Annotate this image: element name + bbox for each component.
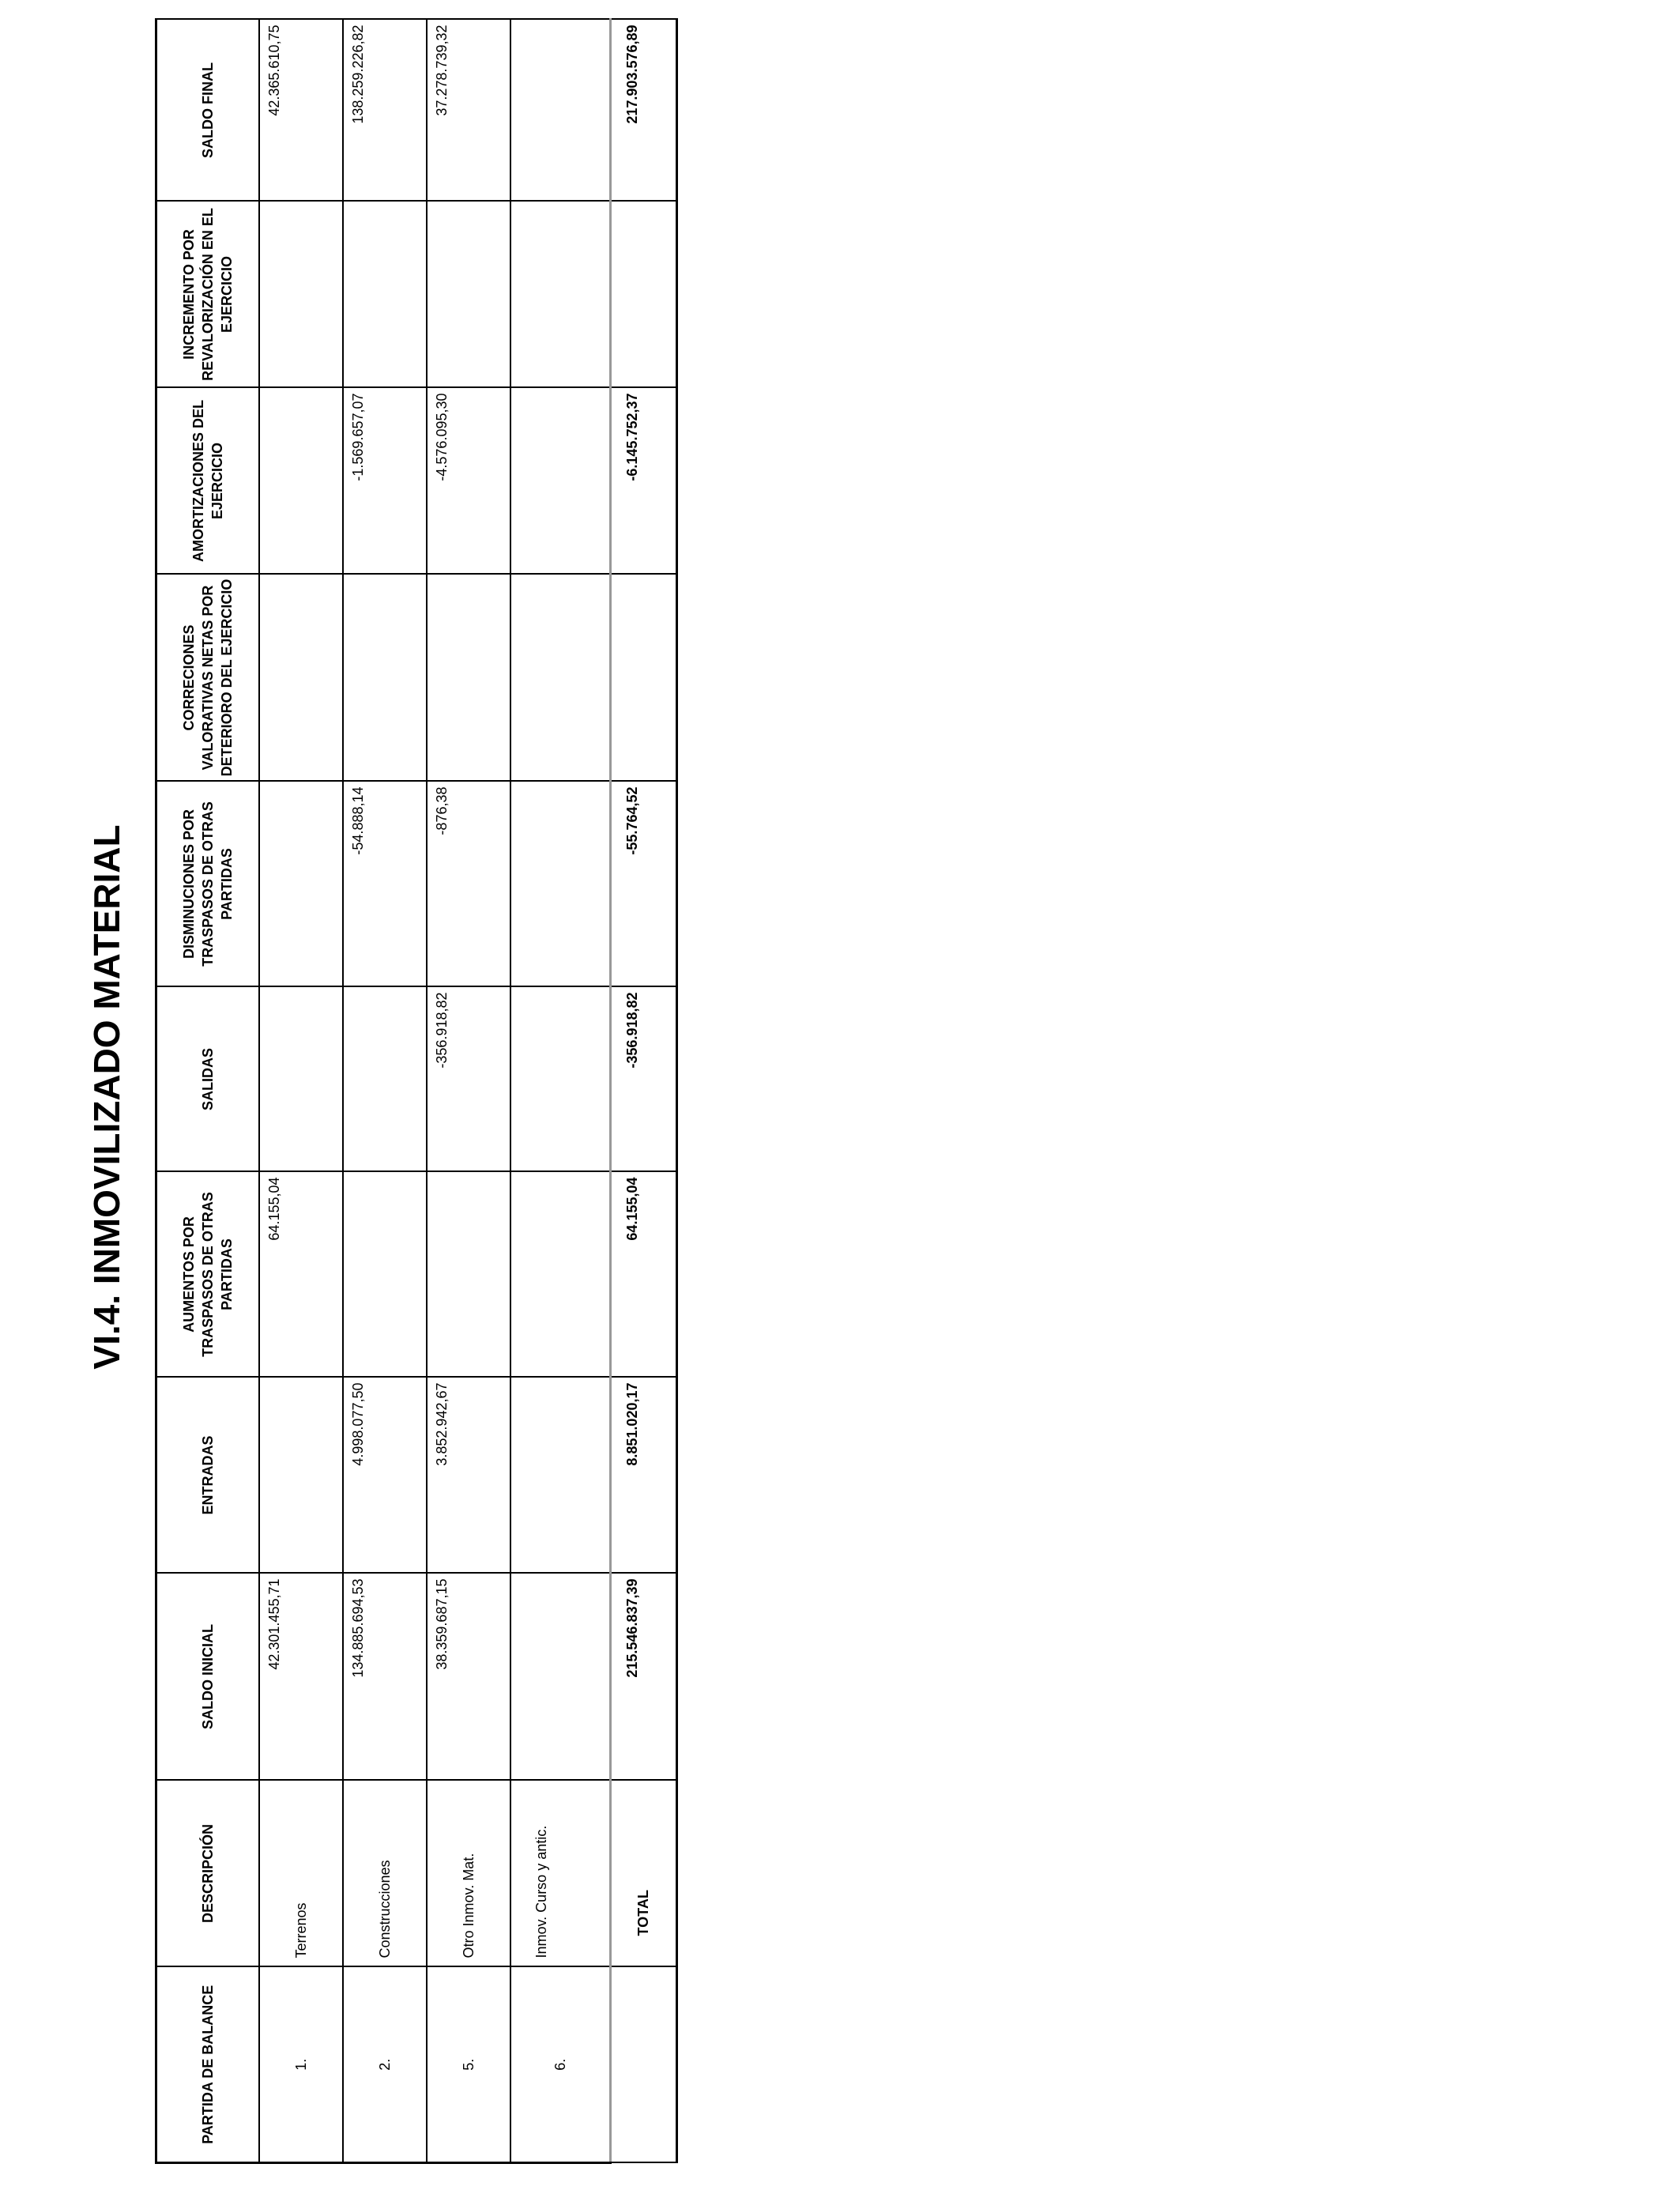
total-label: TOTAL bbox=[611, 1781, 677, 1967]
total-amortizaciones: -6.145.752,37 bbox=[611, 388, 677, 575]
total-correcciones bbox=[611, 575, 677, 782]
table-row bbox=[510, 20, 611, 2163]
cell-partida: 5. bbox=[427, 1967, 510, 2163]
cell-incremento bbox=[510, 202, 611, 388]
header-amortizaciones: AMORTIZACIONES DEL EJERCICIO bbox=[156, 388, 260, 575]
total-partida-blank bbox=[611, 1967, 677, 2163]
header-descripcion: DESCRIPCIÓN bbox=[156, 1781, 260, 1967]
cell-aumentos bbox=[343, 1172, 427, 1378]
cell-salidas bbox=[510, 987, 611, 1172]
cell-entradas: 3.852.942,67 bbox=[427, 1378, 510, 1574]
cell-saldo-inicial bbox=[510, 1574, 611, 1781]
header-entradas: ENTRADAS bbox=[156, 1378, 260, 1574]
header-aumentos: AUMENTOS POR TRASPASOS DE OTRAS PARTIDAS bbox=[156, 1172, 260, 1378]
header-correcciones: CORRECIONES VALORATIVAS NETAS POR DETERIORO DEL EJERCICIO bbox=[156, 575, 260, 782]
header-salidas: SALIDAS bbox=[156, 987, 260, 1172]
table-row bbox=[259, 20, 343, 2163]
cell-saldo-inicial: 134.885.694,53 bbox=[343, 1574, 427, 1781]
cell-partida: 1. bbox=[259, 1967, 343, 2163]
cell-disminuciones bbox=[510, 782, 611, 987]
cell-descripcion: Construcciones bbox=[343, 1781, 427, 1967]
total-row bbox=[611, 20, 677, 2163]
cell-disminuciones: -54.888,14 bbox=[343, 782, 427, 987]
cell-correcciones bbox=[510, 575, 611, 782]
cell-salidas bbox=[343, 987, 427, 1172]
total-saldo-final: 217.903.576,89 bbox=[611, 20, 677, 202]
cell-correcciones bbox=[427, 575, 510, 782]
inmovilizado-table bbox=[155, 19, 678, 2165]
total-aumentos: 64.155,04 bbox=[611, 1172, 677, 1378]
cell-partida: 2. bbox=[343, 1967, 427, 2163]
header-disminuciones: DISMINUCIONES POR TRASPASOS DE OTRAS PARTIDAS bbox=[156, 782, 260, 987]
cell-entradas bbox=[259, 1378, 343, 1574]
header-saldo-inicial: SALDO INICIAL bbox=[156, 1574, 260, 1781]
total-salidas: -356.918,82 bbox=[611, 987, 677, 1172]
header-row bbox=[156, 20, 260, 2163]
cell-incremento bbox=[427, 202, 510, 388]
cell-aumentos bbox=[510, 1172, 611, 1378]
total-incremento bbox=[611, 202, 677, 388]
cell-descripcion: Terrenos bbox=[259, 1781, 343, 1967]
cell-salidas bbox=[259, 987, 343, 1172]
cell-incremento bbox=[343, 202, 427, 388]
cell-correcciones bbox=[343, 575, 427, 782]
total-saldo-inicial: 215.546.837,39 bbox=[611, 1574, 677, 1781]
cell-salidas: -356.918,82 bbox=[427, 987, 510, 1172]
cell-saldo-inicial: 42.301.455,71 bbox=[259, 1574, 343, 1781]
cell-disminuciones: -876,38 bbox=[427, 782, 510, 987]
cell-descripcion: Otro Inmov. Mat. bbox=[427, 1781, 510, 1967]
cell-incremento bbox=[259, 202, 343, 388]
page-title: VI.4. INMOVILIZADO MATERIAL bbox=[86, 824, 127, 1370]
table-row bbox=[427, 20, 510, 2163]
cell-partida: 6. bbox=[510, 1967, 611, 2163]
cell-saldo-final: 42.365.610,75 bbox=[259, 20, 343, 202]
cell-entradas bbox=[510, 1378, 611, 1574]
table-row bbox=[343, 20, 427, 2163]
header-partida: PARTIDA DE BALANCE bbox=[156, 1967, 260, 2163]
cell-correcciones bbox=[259, 575, 343, 782]
cell-saldo-inicial: 38.359.687,15 bbox=[427, 1574, 510, 1781]
cell-amortizaciones: -1.569.657,07 bbox=[343, 388, 427, 575]
cell-saldo-final: 138.259.226,82 bbox=[343, 20, 427, 202]
cell-aumentos bbox=[427, 1172, 510, 1378]
header-saldo-final: SALDO FINAL bbox=[156, 20, 260, 202]
cell-aumentos: 64.155,04 bbox=[259, 1172, 343, 1378]
total-entradas: 8.851.020,17 bbox=[611, 1378, 677, 1574]
cell-amortizaciones bbox=[259, 388, 343, 575]
cell-disminuciones bbox=[259, 782, 343, 987]
cell-amortizaciones: -4.576.095,30 bbox=[427, 388, 510, 575]
cell-saldo-final: 37.278.739,32 bbox=[427, 20, 510, 202]
cell-entradas: 4.998.077,50 bbox=[343, 1378, 427, 1574]
header-incremento: INCREMENTO POR REVALORIZACIÓN EN EL EJERCICIO bbox=[156, 202, 260, 388]
total-disminuciones: -55.764,52 bbox=[611, 782, 677, 987]
cell-amortizaciones bbox=[510, 388, 611, 575]
cell-descripcion: Inmov. Curso y antic. bbox=[510, 1781, 611, 1967]
cell-saldo-final bbox=[510, 20, 611, 202]
